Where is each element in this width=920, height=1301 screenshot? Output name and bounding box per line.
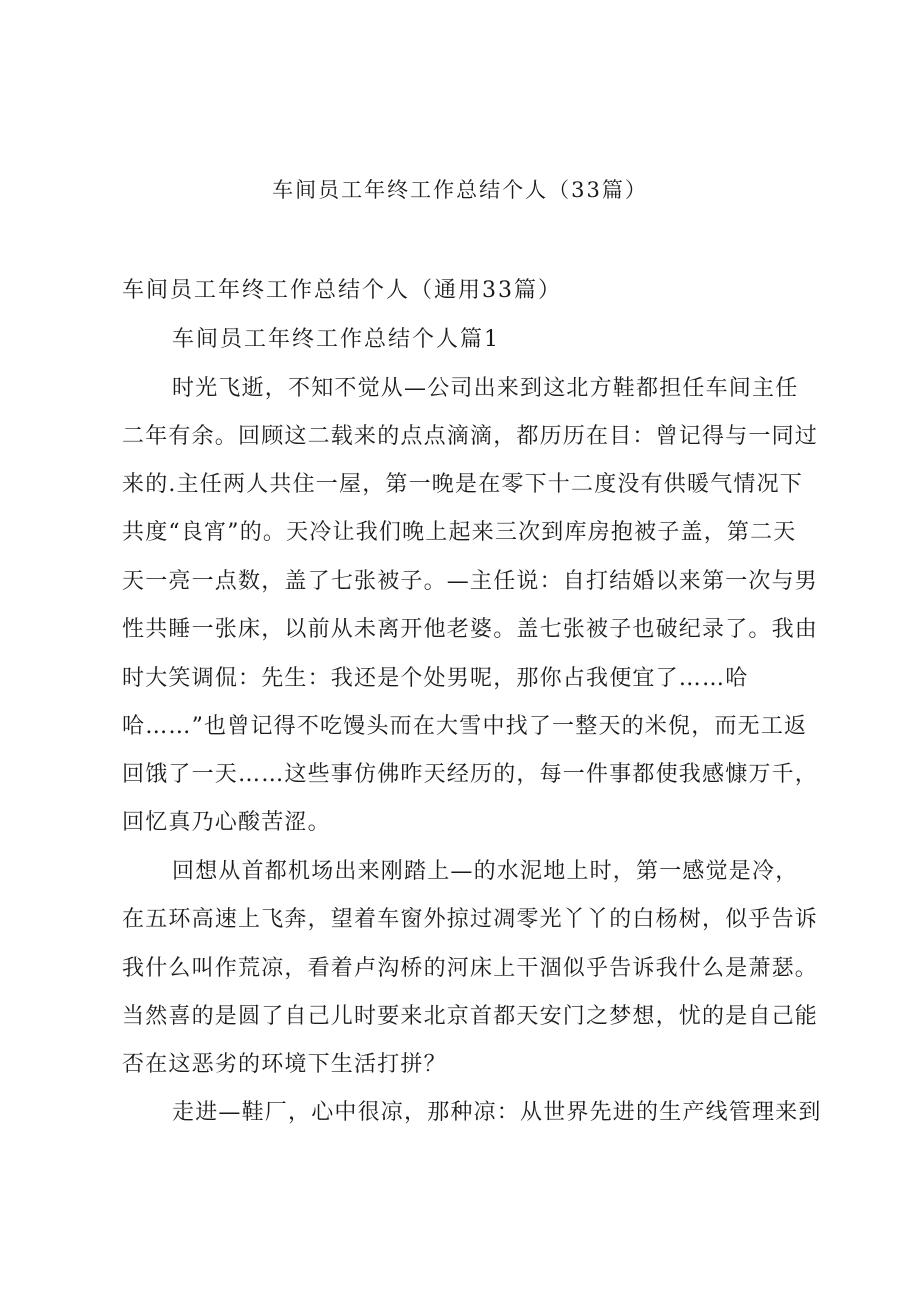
paragraph-line: 来的.主任两人共住一屋，第一晚是在零下十二度没有供暖气情况下	[122, 472, 803, 497]
paragraph-line: 回想从首都机场出来刚踏上—的水泥地上时，第一感觉是冷，	[172, 859, 799, 884]
document-title: 车间员工年终工作总结个人（33篇）	[272, 178, 648, 202]
paragraph-line: 二年有余。回顾这二载来的点点滴滴，都历历在目：曾记得与一同过	[122, 424, 819, 449]
paragraph-line: 否在这恶劣的环境下生活打拼？	[122, 1052, 447, 1077]
section-heading: 车间员工年终工作总结个人篇1	[172, 327, 500, 352]
paragraph-line: 哈……”也曾记得不吃馒头而在大雪中找了一整天的米倪，而无工返	[122, 714, 808, 739]
paragraph-line: 在五环高速上飞奔，望着车窗外掠过凋零光丫丫的白杨树，似乎告诉	[122, 907, 819, 932]
paragraph-line: 时光飞逝，不知不觉从—公司出来到这北方鞋都担任车间主任	[172, 376, 799, 401]
paragraph-line: 当然喜的是圆了自己儿时要来北京首都天安门之梦想，忧的是自己能	[122, 1004, 819, 1029]
paragraph-line: 回饿了一天……这些事仿佛昨天经历的，每一件事都使我感慷万千，	[122, 762, 819, 787]
paragraph-line: 走进—鞋厂，心中很凉，那种凉：从世界先进的生产线管理来到	[172, 1100, 822, 1125]
paragraph-line: 回忆真乃心酸苦涩。	[122, 810, 331, 835]
paragraph-line: 天一亮一点数，盖了七张被子。—主任说：自打结婚以来第一次与男	[122, 569, 819, 594]
paragraph-line: 性共睡一张床，以前从未离开他老婆。盖七张被子也破纪录了。我由	[122, 617, 819, 642]
paragraph-line: 共度“良宵”的。天冷让我们晚上起来三次到库房抱被子盖，第二天	[122, 520, 797, 545]
paragraph-line: 时大笑调侃：先生：我还是个处男呢，那你占我便宜了……哈	[122, 666, 749, 691]
document-subtitle: 车间员工年终工作总结个人（通用33篇）	[122, 278, 562, 303]
paragraph-line: 我什么叫作荒凉，看着卢沟桥的河床上干涸似乎告诉我什么是萧瑟。	[122, 956, 819, 981]
